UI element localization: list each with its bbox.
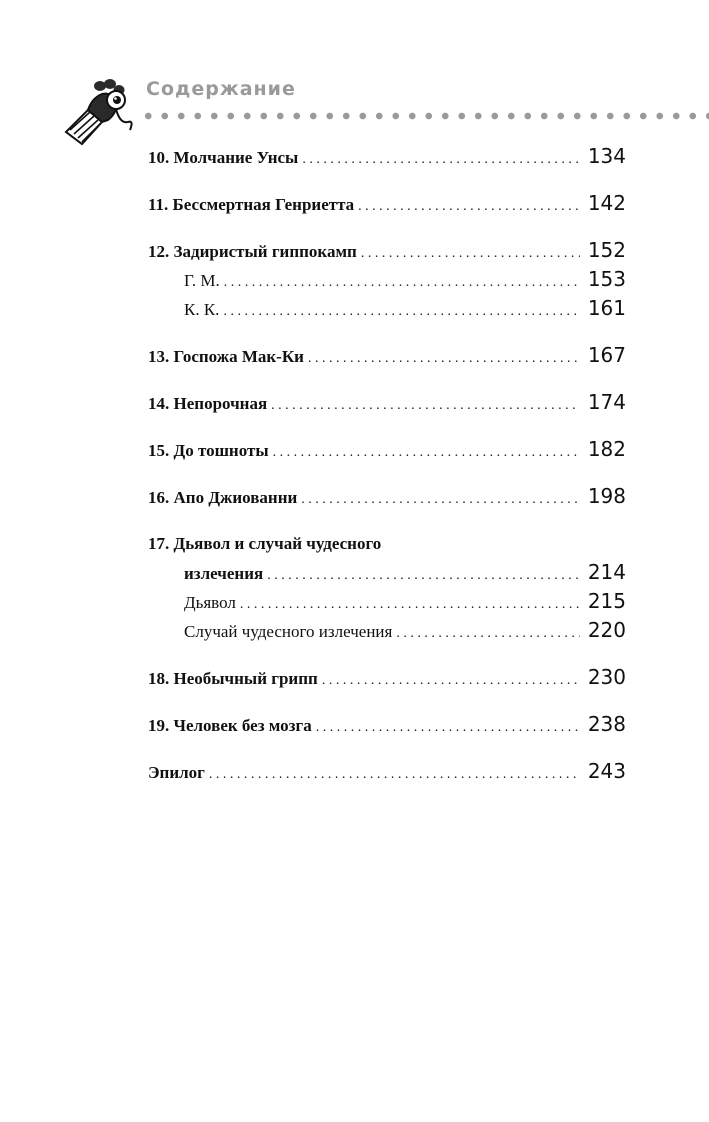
toc-entry-label: 15. До тошноты bbox=[148, 441, 269, 460]
toc-entry[interactable] bbox=[148, 341, 626, 370]
toc-entry[interactable] bbox=[148, 265, 626, 294]
toc-entry-label: Г. М. bbox=[184, 271, 220, 290]
dot-leader bbox=[209, 760, 580, 789]
toc-entry-page-number: 182 bbox=[587, 437, 626, 461]
toc-entry-page-number: 243 bbox=[587, 759, 626, 783]
toc-entry-label: Эпилог bbox=[148, 763, 205, 782]
table-of-contents bbox=[148, 142, 626, 786]
toc-entry[interactable] bbox=[148, 294, 626, 323]
toc-entry[interactable] bbox=[148, 616, 626, 645]
toc-entry-label: К. К. bbox=[184, 300, 220, 319]
toc-entry-label: 18. Необычный грипп bbox=[148, 669, 318, 688]
dot-leader bbox=[223, 297, 580, 326]
toc-entry-label: 10. Молчание Унсы bbox=[148, 148, 299, 167]
toc-entry[interactable] bbox=[148, 757, 626, 786]
toc-entry[interactable] bbox=[148, 558, 626, 587]
toc-entry-page-number: 142 bbox=[587, 191, 626, 215]
toc-entry-page-number: 215 bbox=[587, 589, 626, 613]
toc-entry-page-number: 167 bbox=[587, 343, 626, 367]
toc-entry-page-number: 230 bbox=[587, 665, 626, 689]
toc-entry[interactable] bbox=[148, 710, 626, 739]
dot-leader bbox=[302, 145, 580, 174]
dot-leader bbox=[361, 239, 580, 268]
toc-entry-label: 12. Задиристый гиппокамп bbox=[148, 242, 357, 261]
toc-entry-label: Дьявол bbox=[184, 593, 236, 612]
dot-leader bbox=[224, 268, 580, 297]
dot-leader bbox=[301, 485, 580, 514]
toc-entry-page-number: 153 bbox=[587, 267, 626, 291]
toc-entry[interactable] bbox=[148, 663, 626, 692]
header-title: Содержание bbox=[146, 78, 296, 100]
dot-leader bbox=[316, 713, 580, 742]
dot-leader bbox=[273, 438, 580, 467]
toc-entry-label: 16. Апо Джиованни bbox=[148, 488, 298, 507]
toc-entry[interactable] bbox=[148, 236, 626, 265]
toc-entry-page-number: 174 bbox=[587, 390, 626, 414]
toc-entry-label: 11. Бессмертная Генриетта bbox=[148, 195, 355, 214]
toc-entry-page-number: 161 bbox=[587, 296, 626, 320]
toc-entry[interactable] bbox=[148, 189, 626, 218]
dot-leader bbox=[396, 619, 580, 648]
dot-leader bbox=[240, 590, 580, 619]
toc-entry[interactable] bbox=[148, 388, 626, 417]
toc-entry-label: 17. Дьявол и случай чудесного bbox=[148, 534, 382, 553]
toc-entry-page-number: 198 bbox=[587, 484, 626, 508]
toc-entry-label: 13. Госпожа Мак-Ки bbox=[148, 347, 304, 366]
toc-entry-label: излечения bbox=[184, 564, 264, 583]
dot-leader bbox=[271, 391, 580, 420]
dot-leader bbox=[267, 561, 580, 590]
toc-entry-page-number: 152 bbox=[587, 238, 626, 262]
toc-entry[interactable] bbox=[148, 482, 626, 511]
toc-entry-page-number: 220 bbox=[587, 618, 626, 642]
toc-entry-label: 14. Непорочная bbox=[148, 394, 268, 413]
toc-entry-label: 19. Человек без мозга bbox=[148, 716, 312, 735]
toc-entry-title-line[interactable] bbox=[148, 529, 626, 558]
toc-entry-page-number: 214 bbox=[587, 560, 626, 584]
toc-entry-page-number: 134 bbox=[587, 144, 626, 168]
toc-entry-page-number: 238 bbox=[587, 712, 626, 736]
toc-entry[interactable] bbox=[148, 142, 626, 171]
dot-leader bbox=[322, 666, 580, 695]
hand-with-eyeball-icon bbox=[62, 72, 140, 150]
dot-leader bbox=[358, 192, 580, 221]
toc-entry-label: Случай чудесного излечения bbox=[184, 622, 393, 641]
dot-leader bbox=[308, 344, 580, 373]
toc-entry[interactable] bbox=[148, 587, 626, 616]
toc-entry[interactable] bbox=[148, 435, 626, 464]
header-dotted-rule bbox=[140, 112, 709, 120]
